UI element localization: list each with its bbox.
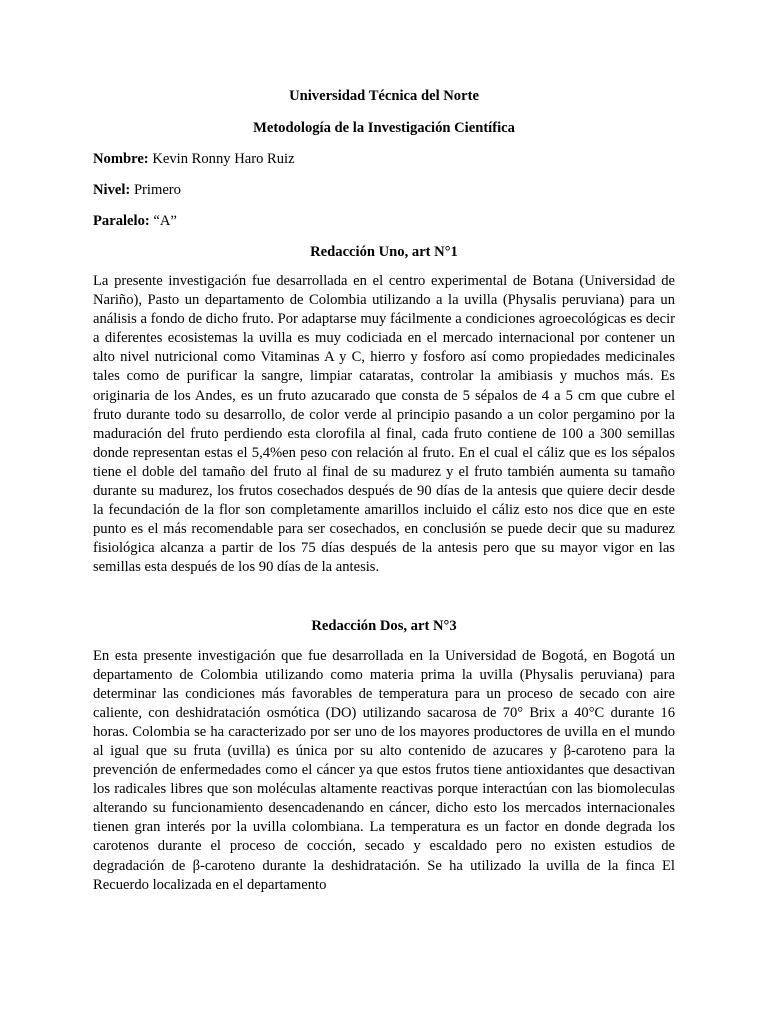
nivel-field: [93, 180, 675, 200]
course-title: Metodología de la Investigación Científica: [253, 120, 515, 136]
nivel-label: Nivel:: [93, 182, 131, 198]
paralelo-label: Paralelo:: [93, 213, 150, 229]
nivel-value: Primero: [130, 182, 181, 198]
paralelo-value: “A”: [149, 213, 177, 229]
section-spacer: [93, 578, 675, 616]
nombre-value: Kevin Ronny Haro Ruiz: [148, 151, 295, 167]
university-title: Universidad Técnica del Norte: [289, 88, 479, 104]
section1-heading: Redacción Uno, art N°1: [310, 244, 458, 260]
nombre-label: Nombre:: [93, 151, 149, 167]
document-page: [93, 86, 675, 895]
section1-body: La presente investigación fue desarrollada en el centro experimental de Botana (Universidad de Nariño), Pasto un departamento de Colombia utilizando a la uvilla (Physalis peruviana) para un análisis a fondo de dicho fruto. Por adaptarse muy fácilmente a condiciones agroecológicas es decir a diferentes ecosistemas la uvilla es muy codiciada en el mercado internacional por contener un alto nivel nutricional como Vitaminas A y C, hierro y fosforo así como propiedades medicinales tales como de purificar la sangre, limpiar cataratas, controlar la amibiasis y muchos más. Es originaria de los Andes, es un fruto azucarado que consta de 5 sépalos de 4 a 5 cm que cubre el fruto durante todo su desarrollo, de color verde al principio pasando a un color pergamino por la maduración del fruto perdiendo esta clorofila al final, cada fruto contiene de 100 a 300 semillas donde representan estas el 5,4%en peso con relación al fruto. En el cual el cáliz que es los sépalos tiene el doble del tamaño del fruto al final de su madurez y el fruto también aumenta su tamaño durante su madurez, los frutos cosechados después de 90 días de la antesis que quiere decir desde la fecundación de la flor son completamente amarillos incluido el cáliz esto nos dice que en este punto es el más recomendable para ser cosechados, en conclusión se puede decir que su madurez fisiológica alcanza a partir de los 75 días después de la antesis pero que su mayor vigor en las semillas esta después de los 90 días de la antesis.: [93, 273, 675, 576]
section2-body: En esta presente investigación que fue desarrollada en la Universidad de Bogotá, en Bogotá un departamento de Colombia utilizando como materia prima la uvilla (Physalis peruviana) para determinar las condiciones más favorables de temperatura para un proceso de secado con aire caliente, con deshidratación osmótica (DO) utilizando sacarosa de 70° Brix a 40°C durante 16 horas. Colombia se ha caracterizado por ser uno de los mayores productores de uvilla en el mundo al igual que su fruta (uvilla) es única por su alto contenido de azucares y β-caroteno para la prevención de enfermedades como el cáncer ya que estos frutos tiene antioxidantes que desactivan los radicales libres que son moléculas altamente reactivas porque interactúan con las biomoleculas alterando su funcionamiento desencadenando en cáncer, dicho esto los mercados internacionales tienen gran interés por la uvilla colombiana. La temperatura es un factor en donde degrada los carotenos durante el proceso de cocción, secado y escaldado pero no existen estudios de degradación de β-caroteno durante la deshidratación. Se ha utilizado la uvilla de la finca El Recuerdo localizada en el departamento: [93, 647, 675, 893]
section2-heading: Redacción Dos, art N°3: [311, 617, 457, 634]
paralelo-field: [93, 211, 675, 231]
nombre-field: [93, 149, 675, 169]
